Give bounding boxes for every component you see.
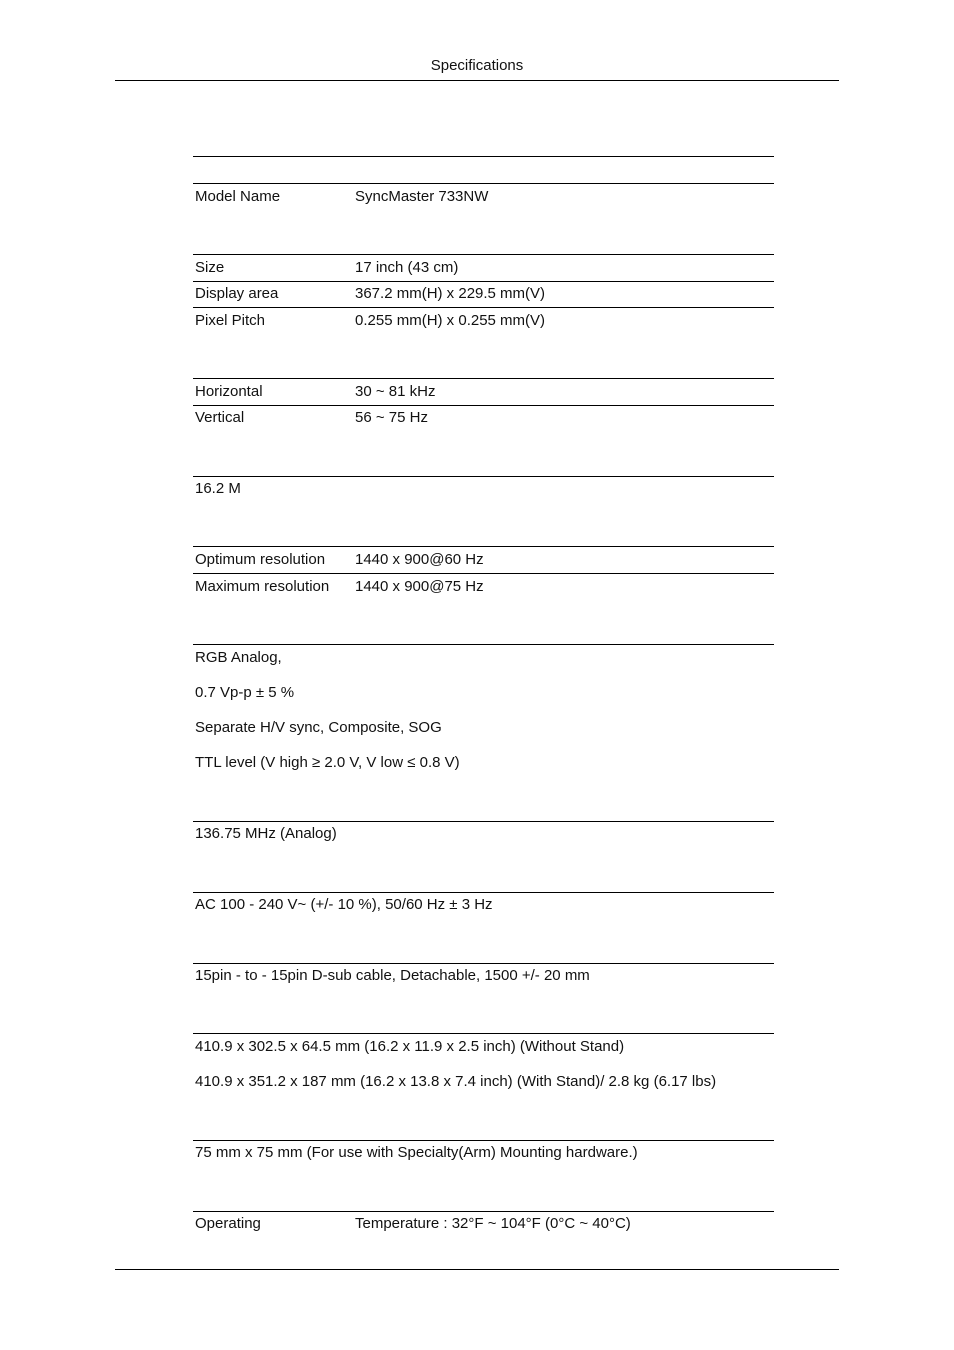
optimum-resolution-label: Optimum resolution xyxy=(195,551,326,568)
table-rule xyxy=(193,281,774,282)
table-rule xyxy=(193,183,774,184)
table-rule xyxy=(193,644,774,645)
table-rule xyxy=(193,963,774,964)
table-rule xyxy=(193,476,774,477)
input-signal-line: RGB Analog, xyxy=(195,649,282,666)
horizontal-label: Horizontal xyxy=(195,383,263,400)
environment-operating-value: Temperature : 32°F ~ 104°F (0°C ~ 40°C) xyxy=(355,1215,631,1232)
table-rule xyxy=(193,1140,774,1141)
display-area-value: 367.2 mm(H) x 229.5 mm(V) xyxy=(355,285,546,302)
input-signal-line: TTL level (V high ≥ 2.0 V, V low ≤ 0.8 V) xyxy=(195,754,460,771)
table-rule xyxy=(193,573,774,574)
display-area-label: Display area xyxy=(195,285,279,302)
input-signal-line: Separate H/V sync, Composite, SOG xyxy=(195,719,442,736)
maximum-resolution-value: 1440 x 900@75 Hz xyxy=(355,578,484,595)
vertical-label: Vertical xyxy=(195,409,245,426)
pixel-clock-value: 136.75 MHz (Analog) xyxy=(195,825,337,842)
vertical-value: 56 ~ 75 Hz xyxy=(355,409,428,426)
table-rule xyxy=(193,254,774,255)
table-rule xyxy=(193,405,774,406)
pixel-pitch-value: 0.255 mm(H) x 0.255 mm(V) xyxy=(355,312,546,329)
signal-cable-value: 15pin - to - 15pin D-sub cable, Detachable, 1500 +/- 20 mm xyxy=(195,967,590,984)
environment-operating-label: Operating xyxy=(195,1215,261,1232)
table-rule xyxy=(193,821,774,822)
page-header-title: Specifications xyxy=(430,57,524,74)
maximum-resolution-label: Maximum resolution xyxy=(195,578,330,595)
table-rule xyxy=(193,378,774,379)
dimensions-line: 410.9 x 351.2 x 187 mm (16.2 x 13.8 x 7.4 inch) (With Stand)/ 2.8 kg (6.17 lbs) xyxy=(195,1073,717,1090)
table-top-rule xyxy=(193,156,774,157)
table-rule xyxy=(193,307,774,308)
size-label: Size xyxy=(195,259,225,276)
dimensions-line: 410.9 x 302.5 x 64.5 mm (16.2 x 11.9 x 2.5 inch) (Without Stand) xyxy=(195,1038,625,1055)
table-rule xyxy=(193,546,774,547)
table-rule xyxy=(193,892,774,893)
header-divider xyxy=(115,80,839,81)
vesa-mounting-value: 75 mm x 75 mm (For use with Specialty(Arm) Mounting hardware.) xyxy=(195,1144,638,1161)
display-color-value: 16.2 M xyxy=(195,480,241,497)
input-signal-line: 0.7 Vp-p ± 5 % xyxy=(195,684,295,701)
table-rule xyxy=(193,1211,774,1212)
power-supply-value: AC 100 - 240 V~ (+/- 10 %), 50/60 Hz ± 3 Hz xyxy=(195,896,493,913)
horizontal-value: 30 ~ 81 kHz xyxy=(355,383,436,400)
pixel-pitch-label: Pixel Pitch xyxy=(195,312,266,329)
model-name-value: SyncMaster 733NW xyxy=(355,188,489,205)
model-name-label: Model Name xyxy=(195,188,281,205)
table-rule xyxy=(193,1033,774,1034)
footer-divider xyxy=(115,1269,839,1270)
size-value: 17 inch (43 cm) xyxy=(355,259,459,276)
optimum-resolution-value: 1440 x 900@60 Hz xyxy=(355,551,484,568)
